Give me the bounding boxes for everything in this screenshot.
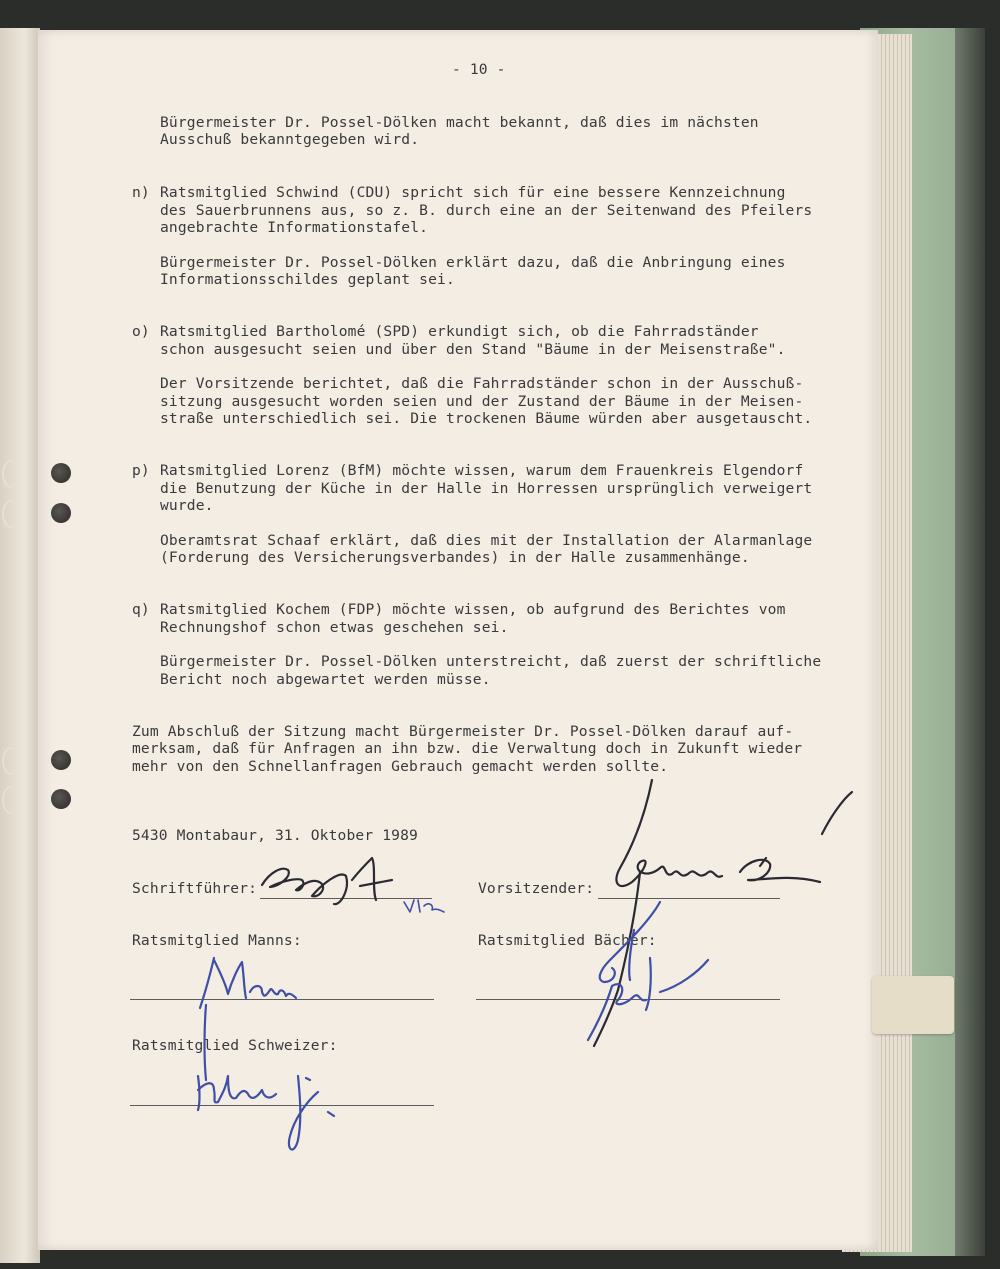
- item-answer-line: Der Vorsitzende berichtet, daß die Fahrradständer schon in der Ausschuß-: [160, 375, 804, 392]
- item-question-line: die Benutzung der Küche in der Halle in Horressen ursprünglich verweigert: [160, 480, 813, 497]
- item-question-line: Ratsmitglied Kochem (FDP) möchte wissen, ob aufgrund des Berichtes vom: [160, 601, 786, 618]
- item-answer-line: sitzung ausgesucht worden seien und der Zustand der Bäume in der Meisen-: [160, 393, 804, 410]
- item-letter: p): [132, 462, 150, 479]
- signature-manns: [200, 958, 296, 1080]
- item-answer-line: Oberamtsrat Schaaf erklärt, daß dies mit der Installation der Alarmanlage: [160, 532, 813, 549]
- item-question-line: wurde.: [160, 497, 214, 514]
- item-answer-line: (Forderung des Versicherungsverbandes) in der Halle zusammenhänge.: [160, 549, 750, 566]
- signature-vorsitzender: [594, 780, 852, 1046]
- intro-line: Ausschuß bekanntgegeben wird.: [160, 131, 420, 148]
- item-answer-line: Bericht noch abgewartet werden müsse.: [160, 671, 491, 688]
- label-baecher: Ratsmitglied Bächer:: [478, 932, 657, 949]
- intro-line: Bürgermeister Dr. Possel-Dölken macht bekannt, daß dies im nächsten: [160, 114, 759, 131]
- label-schweizer: Ratsmitglied Schweizer:: [132, 1037, 338, 1054]
- signature-schriftfuehrer-initials: [404, 900, 444, 912]
- item-question-line: Ratsmitglied Bartholomé (SPD) erkundigt sich, ob die Fahrradständer: [160, 323, 759, 340]
- closing-line: merksam, daß für Anfragen an ihn bzw. die Verwaltung doch in Zukunft wieder: [132, 740, 803, 757]
- item-question-line: Ratsmitglied Schwind (CDU) spricht sich für eine bessere Kennzeichnung: [160, 184, 786, 201]
- item-letter: q): [132, 601, 150, 618]
- item-answer-line: Informationsschildes geplant sei.: [160, 271, 455, 288]
- item-letter: o): [132, 323, 150, 340]
- label-vorsitzender: Vorsitzender:: [478, 880, 595, 897]
- place-date: 5430 Montabaur, 31. Oktober 1989: [132, 827, 418, 844]
- item-answer-line: Bürgermeister Dr. Possel-Dölken unterstreicht, daß zuerst der schriftliche: [160, 653, 822, 670]
- closing-line: Zum Abschluß der Sitzung macht Bürgermeister Dr. Possel-Dölken darauf auf-: [132, 723, 794, 740]
- page-number: - 10 -: [452, 61, 506, 78]
- label-manns: Ratsmitglied Manns:: [132, 932, 302, 949]
- item-letter: n): [132, 184, 150, 201]
- item-answer-line: Bürgermeister Dr. Possel-Dölken erklärt dazu, daß die Anbringung eines: [160, 254, 786, 271]
- item-question-line: Rechnungshof schon etwas geschehen sei.: [160, 619, 509, 636]
- item-question-line: Ratsmitglied Lorenz (BfM) möchte wissen, warum dem Frauenkreis Elgendorf: [160, 462, 804, 479]
- item-question-line: angebrachte Informationstafel.: [160, 219, 429, 236]
- signature-schriftfuehrer: [262, 858, 392, 904]
- label-schriftfuehrer: Schriftführer:: [132, 880, 258, 897]
- closing-line: mehr von den Schnellanfragen Gebrauch gemacht werden sollte.: [132, 758, 669, 775]
- item-question-line: des Sauerbrunnens aus, so z. B. durch eine an der Seitenwand des Pfeilers: [160, 202, 813, 219]
- item-answer-line: straße unterschiedlich sei. Die trockenen Bäume würden aber ausgetauscht.: [160, 410, 813, 427]
- item-question-line: schon ausgesucht seien und über den Stand "Bäume in der Meisenstraße".: [160, 341, 786, 358]
- signature-schweizer: [198, 1076, 334, 1150]
